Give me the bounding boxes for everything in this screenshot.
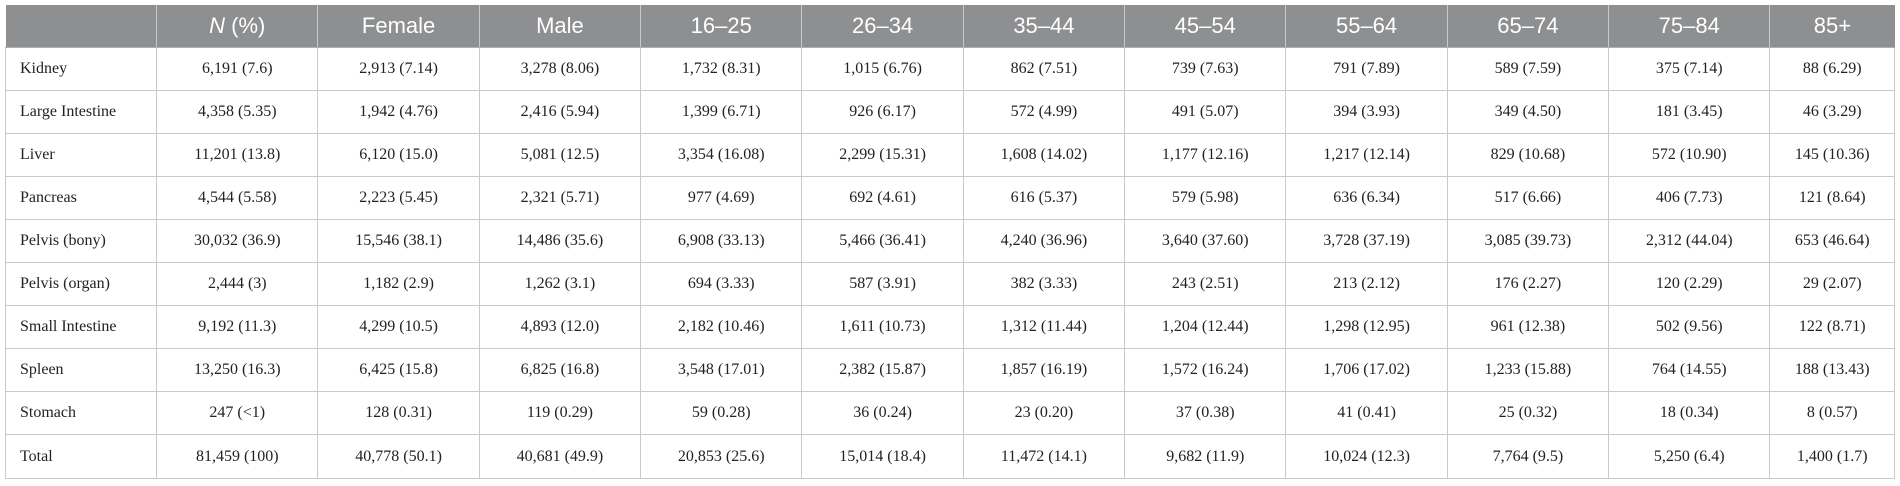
header-cell-age-35-44: 35–44	[963, 5, 1124, 48]
table-cell: 4,358 (5.35)	[157, 91, 318, 134]
table-cell: 20,853 (25.6)	[641, 435, 802, 479]
table-cell: 128 (0.31)	[318, 392, 479, 435]
table-cell: 4,299 (10.5)	[318, 306, 479, 349]
table-cell: 23 (0.20)	[963, 392, 1124, 435]
table-cell: 3,728 (37.19)	[1286, 220, 1447, 263]
row-label-cell: Pelvis (organ)	[6, 263, 157, 306]
table-cell: 977 (4.69)	[641, 177, 802, 220]
row-label-cell: Liver	[6, 134, 157, 177]
table-cell: 1,572 (16.24)	[1125, 349, 1286, 392]
table-cell: 1,611 (10.73)	[802, 306, 963, 349]
table-cell: 119 (0.29)	[479, 392, 640, 435]
table-cell: 382 (3.33)	[963, 263, 1124, 306]
table-cell: 2,382 (15.87)	[802, 349, 963, 392]
header-row	[6, 5, 1895, 48]
table-cell: 517 (6.66)	[1447, 177, 1608, 220]
table-cell: 6,425 (15.8)	[318, 349, 479, 392]
table-row	[6, 392, 1895, 435]
table-cell: 1,857 (16.19)	[963, 349, 1124, 392]
header-cell-age-26-34: 26–34	[802, 5, 963, 48]
table-cell: 88 (6.29)	[1770, 48, 1895, 91]
table-cell: 5,250 (6.4)	[1609, 435, 1770, 479]
table-cell: 2,182 (10.46)	[641, 306, 802, 349]
table-row	[6, 220, 1895, 263]
table-cell: 1,608 (14.02)	[963, 134, 1124, 177]
row-label-cell: Pelvis (bony)	[6, 220, 157, 263]
table-cell: 406 (7.73)	[1609, 177, 1770, 220]
table-cell: 2,321 (5.71)	[479, 177, 640, 220]
table-cell: 579 (5.98)	[1125, 177, 1286, 220]
table-cell: 11,472 (14.1)	[963, 435, 1124, 479]
table-cell: 587 (3.91)	[802, 263, 963, 306]
table-cell: 176 (2.27)	[1447, 263, 1608, 306]
table-cell: 40,778 (50.1)	[318, 435, 479, 479]
table-cell: 11,201 (13.8)	[157, 134, 318, 177]
table-cell: 3,354 (16.08)	[641, 134, 802, 177]
table-cell: 829 (10.68)	[1447, 134, 1608, 177]
table-cell: 3,085 (39.73)	[1447, 220, 1608, 263]
row-label-cell: Total	[6, 435, 157, 479]
data-table	[5, 5, 1895, 479]
table-cell: 3,278 (8.06)	[479, 48, 640, 91]
table-cell: 2,913 (7.14)	[318, 48, 479, 91]
header-cell-age-16-25: 16–25	[641, 5, 802, 48]
table-cell: 636 (6.34)	[1286, 177, 1447, 220]
table-cell: 502 (9.56)	[1609, 306, 1770, 349]
table-cell: 30,032 (36.9)	[157, 220, 318, 263]
table-cell: 3,640 (37.60)	[1125, 220, 1286, 263]
header-cell-age-85-plus: 85+	[1770, 5, 1895, 48]
table-cell: 1,312 (11.44)	[963, 306, 1124, 349]
table-row	[6, 306, 1895, 349]
table-cell: 589 (7.59)	[1447, 48, 1608, 91]
table-cell: 46 (3.29)	[1770, 91, 1895, 134]
row-label-cell: Large Intestine	[6, 91, 157, 134]
table-cell: 1,177 (12.16)	[1125, 134, 1286, 177]
table-cell: 9,682 (11.9)	[1125, 435, 1286, 479]
table-cell: 15,014 (18.4)	[802, 435, 963, 479]
table-cell: 81,459 (100)	[157, 435, 318, 479]
table-cell: 243 (2.51)	[1125, 263, 1286, 306]
table-row	[6, 263, 1895, 306]
table-cell: 694 (3.33)	[641, 263, 802, 306]
table-cell: 14,486 (35.6)	[479, 220, 640, 263]
table-cell: 6,120 (15.0)	[318, 134, 479, 177]
table-cell: 2,416 (5.94)	[479, 91, 640, 134]
table-row	[6, 435, 1895, 479]
table-cell: 188 (13.43)	[1770, 349, 1895, 392]
table-cell: 18 (0.34)	[1609, 392, 1770, 435]
table-cell: 36 (0.24)	[802, 392, 963, 435]
table-cell: 25 (0.32)	[1447, 392, 1608, 435]
table-cell: 1,204 (12.44)	[1125, 306, 1286, 349]
table-cell: 862 (7.51)	[963, 48, 1124, 91]
table-cell: 764 (14.55)	[1609, 349, 1770, 392]
row-label-cell: Spleen	[6, 349, 157, 392]
table-cell: 37 (0.38)	[1125, 392, 1286, 435]
table-cell: 349 (4.50)	[1447, 91, 1608, 134]
table-cell: 121 (8.64)	[1770, 177, 1895, 220]
table-cell: 13,250 (16.3)	[157, 349, 318, 392]
table-row	[6, 349, 1895, 392]
row-label-cell: Stomach	[6, 392, 157, 435]
table-cell: 692 (4.61)	[802, 177, 963, 220]
table-cell: 616 (5.37)	[963, 177, 1124, 220]
table-cell: 145 (10.36)	[1770, 134, 1895, 177]
table-cell: 15,546 (38.1)	[318, 220, 479, 263]
table-cell: 572 (10.90)	[1609, 134, 1770, 177]
header-corner-cell	[6, 5, 157, 48]
table-cell: 41 (0.41)	[1286, 392, 1447, 435]
header-n-label: N	[209, 13, 226, 38]
table-cell: 6,908 (33.13)	[641, 220, 802, 263]
header-cell-age-45-54: 45–54	[1125, 5, 1286, 48]
header-cell-age-55-64: 55–64	[1286, 5, 1447, 48]
table-cell: 2,299 (15.31)	[802, 134, 963, 177]
table-cell: 1,400 (1.7)	[1770, 435, 1895, 479]
row-label-cell: Pancreas	[6, 177, 157, 220]
header-cell-female: Female	[318, 5, 479, 48]
table-cell: 59 (0.28)	[641, 392, 802, 435]
header-percent-label: (%)	[225, 13, 266, 38]
table-cell: 394 (3.93)	[1286, 91, 1447, 134]
table-cell: 791 (7.89)	[1286, 48, 1447, 91]
table-row	[6, 177, 1895, 220]
table-cell: 122 (8.71)	[1770, 306, 1895, 349]
table-cell: 1,182 (2.9)	[318, 263, 479, 306]
table-container	[5, 5, 1895, 479]
table-cell: 1,298 (12.95)	[1286, 306, 1447, 349]
table-cell: 10,024 (12.3)	[1286, 435, 1447, 479]
table-cell: 5,466 (36.41)	[802, 220, 963, 263]
table-cell: 213 (2.12)	[1286, 263, 1447, 306]
table-cell: 6,825 (16.8)	[479, 349, 640, 392]
table-cell: 7,764 (9.5)	[1447, 435, 1608, 479]
table-cell: 120 (2.29)	[1609, 263, 1770, 306]
header-cell-male: Male	[479, 5, 640, 48]
header-cell-age-65-74: 65–74	[1447, 5, 1608, 48]
header-cell-age-75-84: 75–84	[1609, 5, 1770, 48]
table-cell: 4,544 (5.58)	[157, 177, 318, 220]
table-cell: 4,893 (12.0)	[479, 306, 640, 349]
table-cell: 3,548 (17.01)	[641, 349, 802, 392]
table-cell: 29 (2.07)	[1770, 263, 1895, 306]
table-cell: 961 (12.38)	[1447, 306, 1608, 349]
table-cell: 653 (46.64)	[1770, 220, 1895, 263]
table-cell: 1,233 (15.88)	[1447, 349, 1608, 392]
table-row	[6, 48, 1895, 91]
table-cell: 40,681 (49.9)	[479, 435, 640, 479]
table-row	[6, 134, 1895, 177]
table-cell: 247 (<1)	[157, 392, 318, 435]
table-cell: 1,732 (8.31)	[641, 48, 802, 91]
table-cell: 1,262 (3.1)	[479, 263, 640, 306]
table-cell: 1,942 (4.76)	[318, 91, 479, 134]
table-cell: 926 (6.17)	[802, 91, 963, 134]
table-cell: 4,240 (36.96)	[963, 220, 1124, 263]
row-label-cell: Kidney	[6, 48, 157, 91]
table-cell: 491 (5.07)	[1125, 91, 1286, 134]
table-cell: 2,444 (3)	[157, 263, 318, 306]
table-cell: 1,015 (6.76)	[802, 48, 963, 91]
table-body	[6, 48, 1895, 479]
header-cell-n-percent	[157, 5, 318, 48]
table-cell: 1,706 (17.02)	[1286, 349, 1447, 392]
table-cell: 1,399 (6.71)	[641, 91, 802, 134]
table-cell: 5,081 (12.5)	[479, 134, 640, 177]
table-cell: 181 (3.45)	[1609, 91, 1770, 134]
table-cell: 2,223 (5.45)	[318, 177, 479, 220]
table-cell: 1,217 (12.14)	[1286, 134, 1447, 177]
table-row	[6, 91, 1895, 134]
table-cell: 8 (0.57)	[1770, 392, 1895, 435]
table-cell: 375 (7.14)	[1609, 48, 1770, 91]
row-label-cell: Small Intestine	[6, 306, 157, 349]
table-cell: 2,312 (44.04)	[1609, 220, 1770, 263]
table-cell: 9,192 (11.3)	[157, 306, 318, 349]
table-cell: 6,191 (7.6)	[157, 48, 318, 91]
table-cell: 572 (4.99)	[963, 91, 1124, 134]
table-cell: 739 (7.63)	[1125, 48, 1286, 91]
